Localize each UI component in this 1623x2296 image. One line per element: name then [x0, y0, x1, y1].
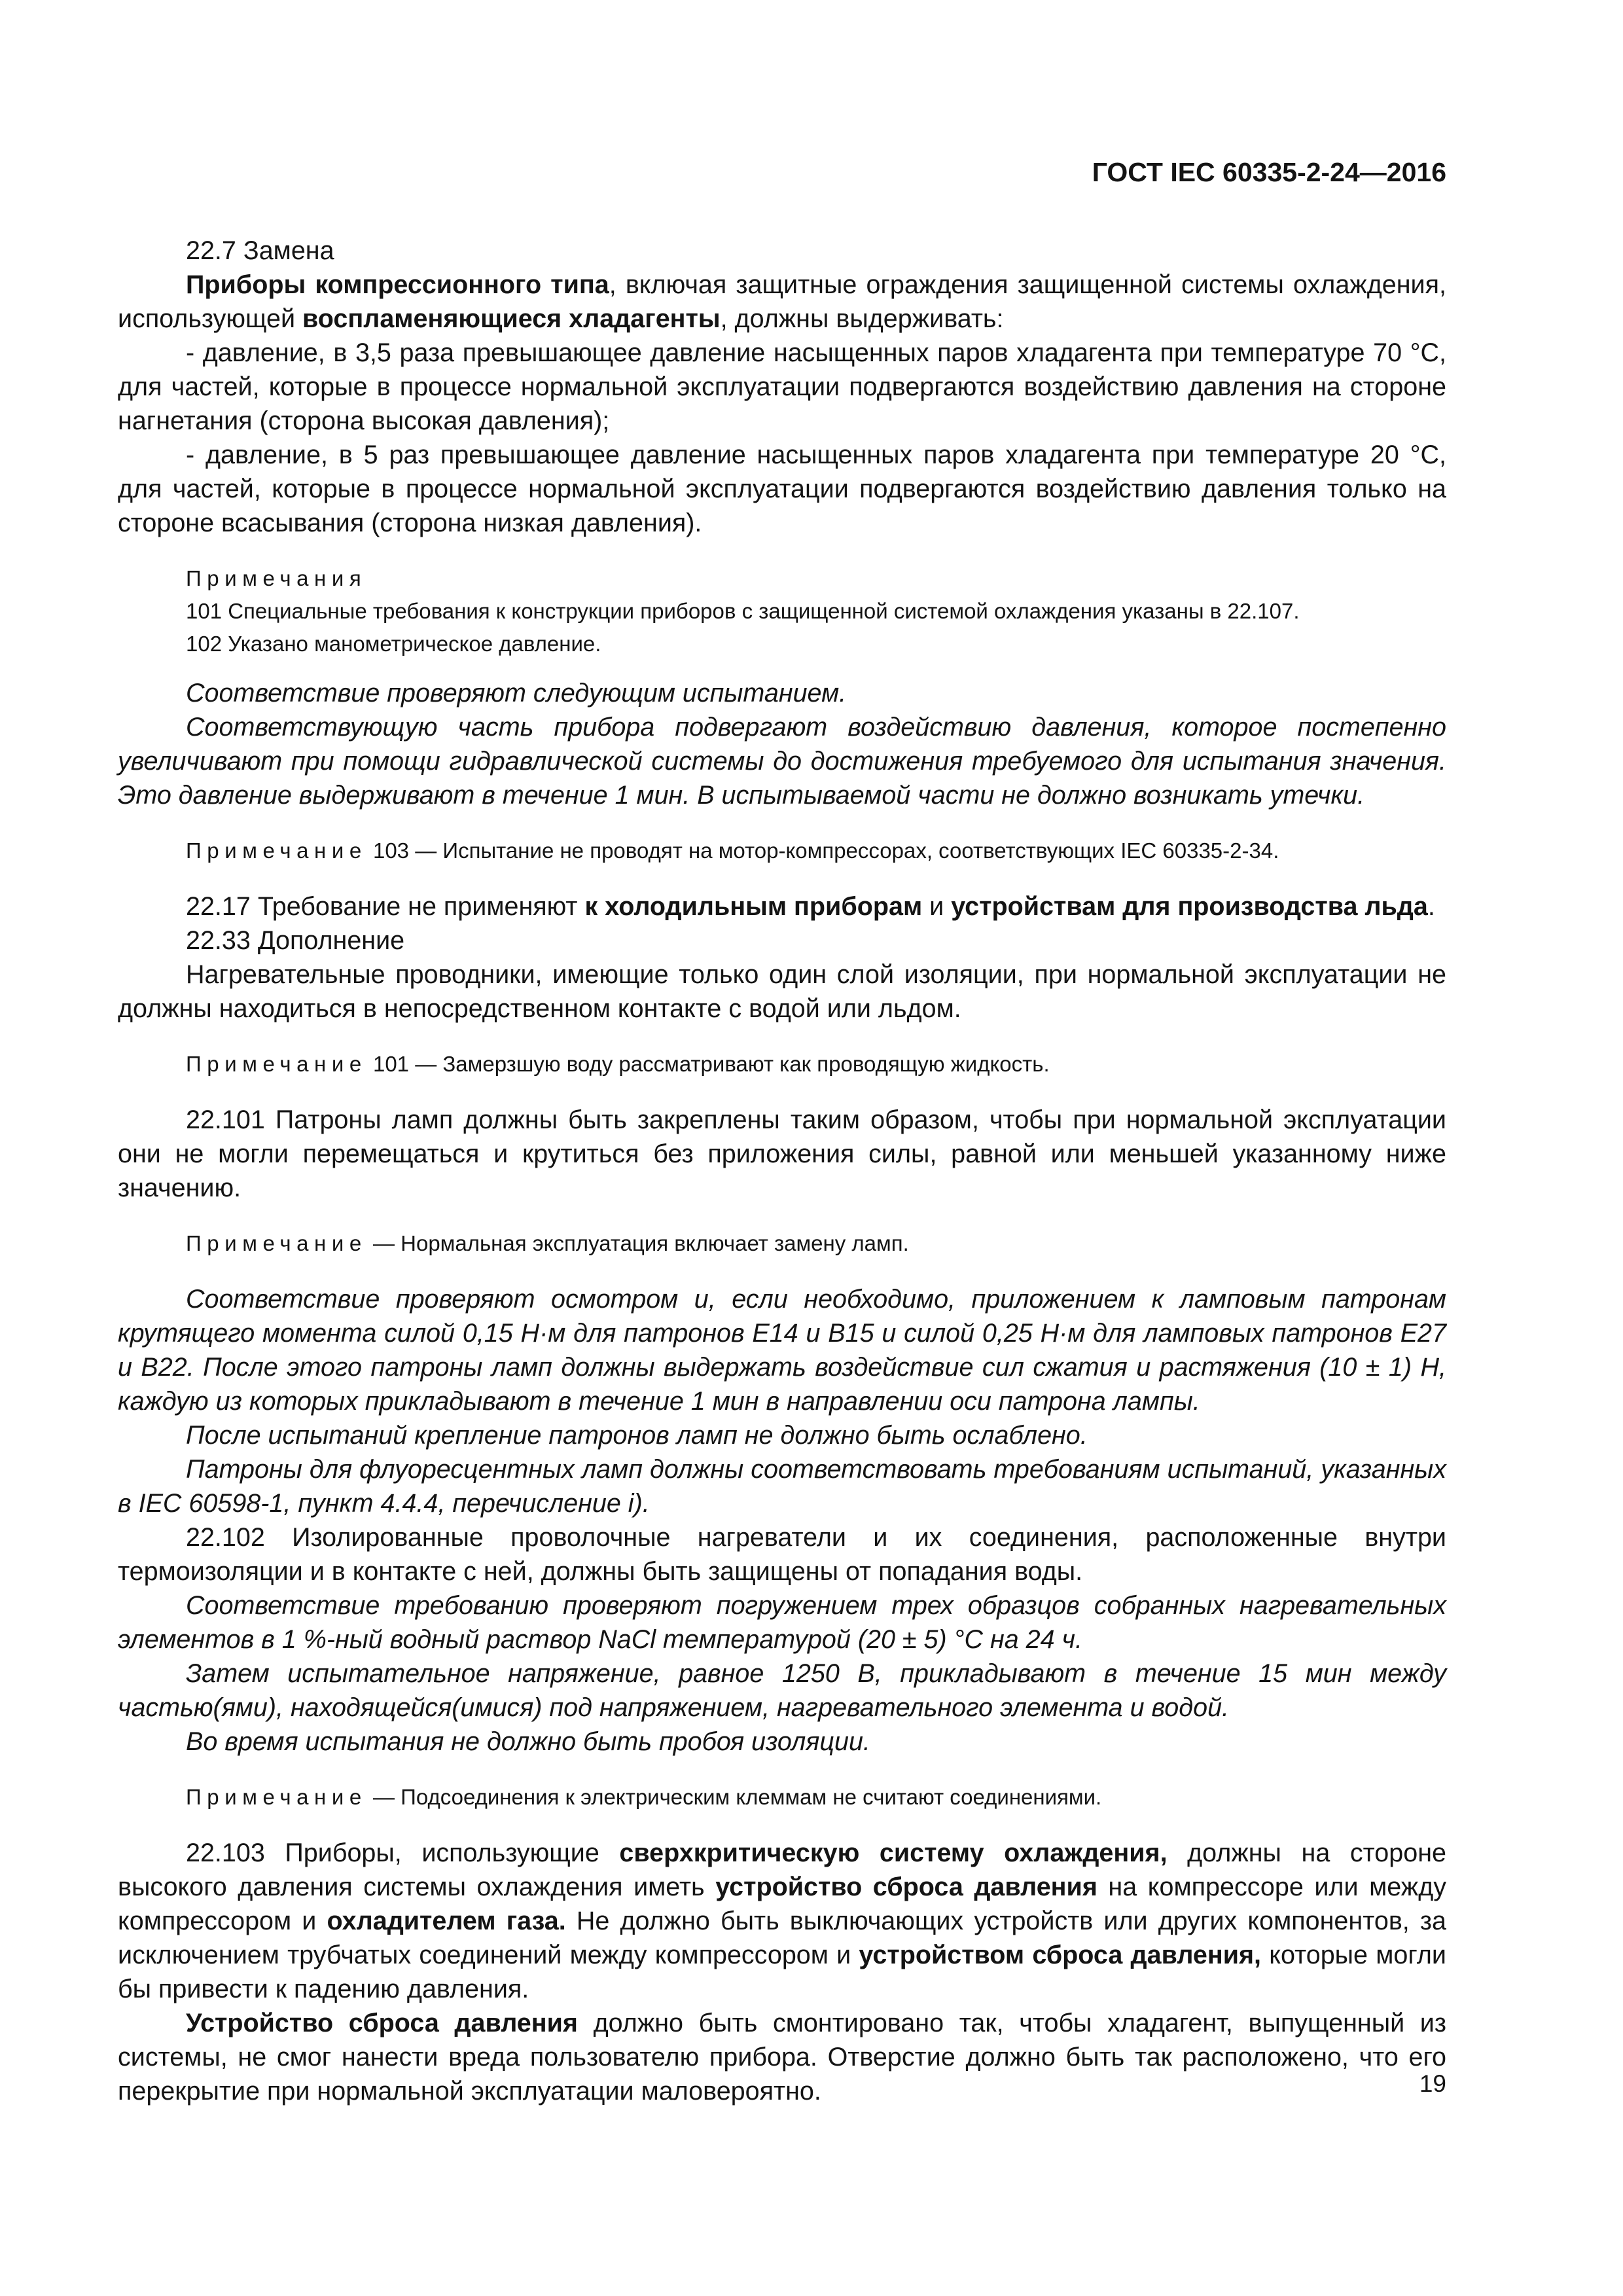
bold-term: Приборы компрессионного типа	[186, 270, 609, 299]
bold-term: воспламеняющиеся хладагенты	[302, 304, 721, 333]
text-paragraph	[118, 234, 1446, 268]
note-paragraph	[118, 595, 1446, 628]
text-paragraph	[118, 1520, 1446, 1588]
text-run: — Нормальная эксплуатация включает замену ламп.	[366, 1231, 909, 1255]
text-run: 101 Специальные требования к конструкции приборов с защищенной системой охлаждения указаны в 22.107.	[186, 599, 1300, 623]
text-run: , включая защитные ограждения защищенной системы охлаждения, использующей	[118, 270, 1446, 333]
note-paragraph	[118, 834, 1446, 867]
text-run: 22.17 Требование не применяют	[186, 892, 585, 921]
text-run: 102 Указано манометрическое давление.	[186, 632, 601, 656]
document-page	[118, 157, 1446, 2108]
bold-term: устройствам для производства льда	[951, 892, 1428, 921]
text-run: Нагревательные проводники, имеющие только один слой изоляции, при нормальной эксплуатации не должны находиться в непосредственном контакте с водой или льдом.	[118, 960, 1446, 1023]
note-paragraph	[118, 1781, 1446, 1814]
text-run: Патроны для флуоресцентных ламп должны соответствовать требованиям испытаний, указанных в IEC 60598-1, пункт 4.4.4, перечисление i).	[118, 1455, 1446, 1518]
text-run: 101 — Замерзшую воду рассматривают как проводящую жидкость.	[366, 1052, 1050, 1076]
text-run: должно быть смонтировано так, чтобы хладагент, выпущенный из системы, не смог нанести вреда пользователю прибора. Отверстие должно быть так расположено, что его перекрытие при нормальной эксплуатации маловероятно.	[118, 2009, 1446, 2106]
bold-term: охладителем газа.	[327, 1907, 566, 1935]
text-run: Соответствие проверяют осмотром и, если необходимо, приложением к ламповым патронам крутящего момента силой 0,15 Н·м для патронов Е14 и В15 и силой 0,25 Н·м для ламповых патронов Е27 и В22. После этого патроны ламп должны выдержать воздействие сил сжатия и растяжения (10 ± 1) Н, каждую из которых прикладывают в течение 1 мин в направлении оси патрона лампы.	[118, 1285, 1446, 1416]
bold-term: устройством сброса давления,	[859, 1941, 1262, 1969]
text-run: 103 — Испытание не проводят на мотор-компрессорах, соответствующих IEC 60335-2-34.	[366, 838, 1279, 863]
text-paragraph	[118, 1725, 1446, 1759]
text-run: Во время испытания не должно быть пробоя изоляции.	[186, 1727, 870, 1756]
text-paragraph	[118, 1657, 1446, 1725]
note-label: Примечания	[186, 566, 367, 590]
standard-designation: ГОСТ IEC 60335-2-24—2016	[1092, 157, 1446, 187]
text-run: — Подсоединения к электрическим клеммам не считают соединениями.	[366, 1785, 1102, 1809]
note-paragraph	[118, 1048, 1446, 1081]
text-paragraph	[118, 336, 1446, 438]
text-run: должны на стороне высокого давления системы охлаждения иметь	[118, 1839, 1446, 1901]
text-paragraph	[118, 1282, 1446, 1418]
text-run: 22.101 Патроны ламп должны быть закреплены таким образом, чтобы при нормальной эксплуатации они не могли перемещаться и крутиться без приложения силы, равной или меньшей указанному ниже значению.	[118, 1105, 1446, 1202]
text-run: Затем испытательное напряжение, равное 1250 В, прикладывают в течение 15 мин между частью(ями), находящейся(имися) под напряжением, нагревательного элемента и водой.	[118, 1659, 1446, 1722]
note-label: Примечание	[186, 1785, 367, 1809]
bold-term: сверхкритическую систему охлаждения,	[619, 1839, 1168, 1867]
text-run: - давление, в 3,5 раза превышающее давление насыщенных паров хладагента при температуре 70 °С, для частей, которые в процессе нормальной эксплуатации подвергаются воздействию давления на стороне нагнетания (сторона высокая давления);	[118, 338, 1446, 435]
text-run: Соответствие требованию проверяют погружением трех образцов собранных нагревательных элементов в 1 %-ный водный раствор NaCl температурой (20 ± 5) °С на 24 ч.	[118, 1591, 1446, 1654]
text-paragraph	[118, 2006, 1446, 2108]
text-paragraph	[118, 1418, 1446, 1452]
note-label: Примечание	[186, 1052, 367, 1076]
note-label: Примечание	[186, 838, 367, 863]
text-run: , должны выдерживать:	[720, 304, 1004, 333]
text-paragraph	[118, 1836, 1446, 2006]
text-run: которые могли бы привести к падению давления.	[118, 1941, 1446, 2003]
text-run: на компрессоре или между компрессором и	[118, 1873, 1446, 1935]
bold-term: к холодильным приборам	[584, 892, 923, 921]
text-run: После испытаний крепление патронов ламп не должно быть ослаблено.	[186, 1421, 1088, 1450]
text-run: Соответствующую часть прибора подвергают воздействию давления, которое постепенно увеличивают при помощи гидравлической системы до достижения требуемого для испытания значения. Это давление выдерживают в течение 1 мин. В испытываемой части не должно возникать утечки.	[118, 713, 1446, 810]
text-run: Соответствие проверяют следующим испытанием.	[186, 679, 847, 708]
text-run: 22.102 Изолированные проволочные нагреватели и их соединения, расположенные внутри термоизоляции и в контакте с ней, должны быть защищены от попадания воды.	[118, 1523, 1446, 1586]
text-run: и	[922, 892, 952, 921]
text-paragraph	[118, 1588, 1446, 1657]
text-paragraph	[118, 889, 1446, 924]
text-paragraph	[118, 958, 1446, 1026]
text-paragraph	[118, 1452, 1446, 1520]
note-label: Примечание	[186, 1231, 367, 1255]
text-run: 22.103 Приборы, использующие	[186, 1839, 620, 1867]
document-body	[118, 234, 1446, 2108]
text-run: 22.7 Замена	[186, 236, 334, 265]
text-paragraph	[118, 710, 1446, 812]
text-run: - давление, в 5 раз превышающее давление насыщенных паров хладагента при температуре 20 °С, для частей, которые в процессе нормальной эксплуатации подвергаются воздействию давления только на стороне всасывания (сторона низкая давления).	[118, 440, 1446, 537]
note-paragraph	[118, 562, 1446, 595]
note-paragraph	[118, 1227, 1446, 1260]
text-paragraph	[118, 924, 1446, 958]
page-number: 19	[1419, 2070, 1446, 2097]
text-paragraph	[118, 676, 1446, 710]
text-run: Не должно быть выключающих устройств или других компонентов, за исключением трубчатых соединений между компрессором и	[118, 1907, 1446, 1969]
bold-term: Устройство сброса давления	[186, 2009, 578, 2037]
bold-term: устройство сброса давления	[715, 1873, 1097, 1901]
text-paragraph	[118, 268, 1446, 336]
text-paragraph	[118, 1103, 1446, 1205]
note-paragraph	[118, 628, 1446, 660]
text-run: .	[1427, 892, 1435, 921]
text-run: 22.33 Дополнение	[186, 926, 405, 955]
text-paragraph	[118, 438, 1446, 540]
